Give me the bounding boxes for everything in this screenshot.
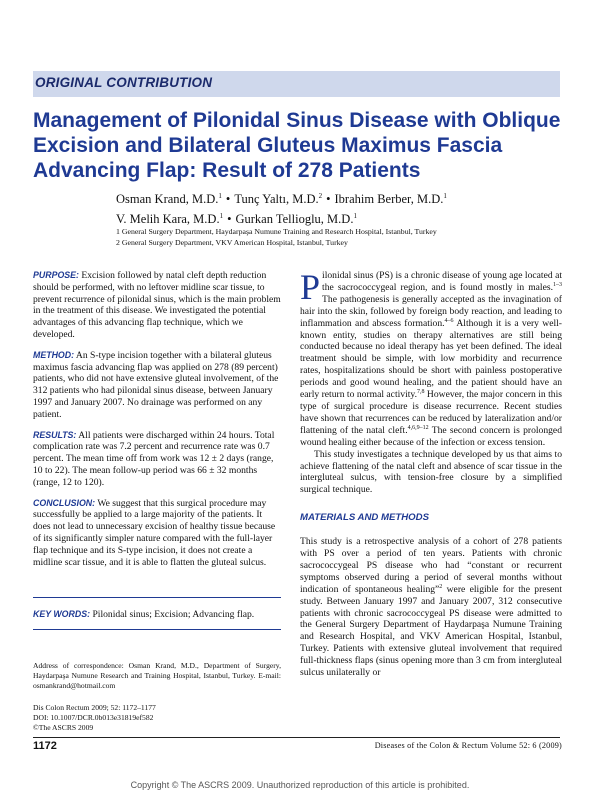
citation-line: Dis Colon Rectum 2009; 52: 1172–1177	[33, 703, 156, 712]
author-affiliation-mark: 2	[318, 192, 323, 200]
copyright-line: ©The ASCRS 2009	[33, 723, 94, 732]
abstract-purpose-text: Excision followed by natal cleft depth reduction should be performed, with no leftover midline scar tissue, to prevent recurrence of pilonidal sinus, which is the main problem in the treatment of this disease. We investigated the potential advantages of this advancing flap technique, which we developed.	[33, 270, 281, 340]
keywords-label: KEY WORDS:	[33, 609, 91, 619]
abstract-method	[33, 350, 281, 421]
author-name: Tunç Yaltı, M.D.	[234, 192, 319, 207]
keywords-bottom-divider	[33, 629, 281, 630]
author-name: Ibrahim Berber, M.D.	[334, 192, 444, 207]
affiliation-line: 2 General Surgery Department, VKV American Hospital, Istanbul, Turkey	[116, 238, 348, 247]
page-number: 1172	[33, 740, 57, 752]
reference-mark: 7,8	[416, 388, 425, 395]
article-title: Management of Pilonidal Sinus Disease with Oblique Excision and Bilateral Gluteus Maximus Fascia Advancing Flap: Result of 278 Patients	[33, 109, 561, 182]
copyright-notice: Copyright © The ASCRS 2009. Unauthorized reproduction of this article is prohibited.	[130, 780, 470, 790]
section-label: ORIGINAL CONTRIBUTION	[35, 75, 213, 90]
author-separator: •	[326, 192, 331, 207]
author-list	[116, 188, 566, 228]
intro-paragraph	[300, 267, 563, 449]
author-separator: •	[227, 212, 232, 227]
author-name: Osman Krand, M.D.	[116, 192, 219, 207]
abstract-conclusion	[33, 498, 281, 569]
drop-cap: P	[300, 267, 321, 307]
abstract-results-text: All patients were discharged within 24 hours. Total complication rate was 7.2 percent and recurrence rate was 0.7 percent. The mean time off from work was 12 ± 2 days (range, 10 to 22). The mean follow-up period was 66 ± 32 months (range, 12 to 120).	[33, 429, 275, 488]
author-name: Gurkan Tellioglu, M.D.	[235, 212, 354, 227]
affiliation-line: 1 General Surgery Department, Haydarpaşa Numune Training and Research Hospital, Istanbul, Turkey	[116, 227, 437, 236]
abstract-conclusion-label: CONCLUSION:	[33, 497, 96, 508]
reference-mark: 2	[439, 583, 443, 590]
body-text-run: The second concern is prolonged wound healing either because of the infection or excess tension.	[300, 424, 562, 448]
reference-mark: 1–3	[553, 281, 562, 288]
author-affiliation-mark: 1	[443, 192, 447, 200]
body-text-run: were eligible for the present study. Between January 1997 and January 2007, 312 consecutive patients with chronic sacrococcygeal PS disease were admitted to the General Surgery Department of Haydarpaşa Numune Training and Research Hospital, and VKV American Hospital, Istanbul, Turkey. Patients with extensive gluteal involvement that required full-thickness flaps (sinus opening more than 3 cm from intergluteal sulcus unilaterally or	[300, 583, 562, 679]
citation-block	[33, 703, 281, 733]
author-affiliation-mark: 1	[218, 192, 222, 200]
body-text-run: However, the major concern in this type of surgical procedure is disease recurrence. Recent studies have shown that recurrences can be reduced by lateralization and/or flattening of the natal cleft.	[300, 389, 563, 436]
author-separator: •	[225, 192, 231, 207]
affiliations	[116, 226, 566, 248]
journal-footer: Diseases of the Colon & Rectum Volume 52: 6 (2009)	[374, 741, 562, 750]
footer-rule	[33, 737, 560, 738]
keywords	[33, 608, 281, 621]
section-banner	[33, 71, 560, 97]
keywords-text: Pilonidal sinus; Excision; Advancing flap.	[92, 609, 255, 620]
author-affiliation-mark: 1	[353, 212, 357, 221]
abstract-results-label: RESULTS:	[33, 429, 77, 440]
methods-paragraph	[300, 536, 562, 679]
author-affiliation-mark: 1	[219, 212, 224, 221]
abstract-method-text: An S-type incision together with a bilateral gluteus maximus fascia advancing flap was applied on 278 (89 percent) patients, who did not have extensive gluteal involvement, of the 312 patients who had pilonidal sinus disease, between January 1997 and January 2007. No drainage was performed on any patient.	[33, 349, 279, 420]
abstract-method-label: METHOD:	[33, 349, 75, 360]
section-heading: MATERIALS AND METHODS	[300, 512, 429, 524]
author-name: V. Melih Kara, M.D.	[116, 212, 220, 227]
abstract-conclusion-text: We suggest that this surgical procedure may successfully be applied to a large majority of the patients. It does not lead to unnecessary excision of healthy tissue because of its significantly simpler nature compared with the full-layer flap technique and its S-type incision, it does not create a midline scar tissue, and it is able to flatten the gluteal sulcus.	[33, 497, 276, 568]
abstract-purpose-label: PURPOSE:	[33, 270, 79, 280]
reference-mark: 4–6	[444, 317, 454, 324]
reference-mark: 4,6,9–12	[407, 424, 429, 431]
correspondence-note: Address of correspondence: Osman Krand, M.D., Department of Surgery, Haydarpaşa Numune Research and Training Hospital, Istanbul, Turkey. E-mail: osmankrand@hotmail.com	[33, 661, 281, 690]
abstract	[33, 270, 281, 577]
body-text-run: ilonidal sinus (PS) is a chronic disease of young age located at the sacrococcygeal region, and is found mostly in males.	[322, 270, 562, 293]
abstract-purpose	[33, 270, 281, 341]
body-text-run: This study is a retrospective analysis of a cohort of 278 patients with PS over a period of ten years. Patients with chronic sacrococcygeal PS disease who had “constant or recurrent symptoms observed during a period of several months without indication of spontaneous healing”	[300, 536, 562, 595]
body-text-run: Although it is a very well-known entity, studies on therapy alternatives are still being conducted because no ideal therapy has yet been defined. The ideal treatment should be simple, with low morbidity and recurrence rates, hospitalizations should be short with painless postoperative periods and good wound healing, and the patient should have an early return to normal activity.	[300, 317, 562, 401]
abstract-results	[33, 430, 281, 489]
keywords-top-divider	[33, 597, 281, 598]
study-aim-paragraph: This study investigates a technique developed by us that aims to achieve flattening of the natal cleft and absence of scar tissue in the intergluteal sulcus, with tension-free closure by a simplified surgical technique.	[300, 448, 562, 496]
body-text	[300, 267, 563, 679]
body-text-run: The pathogenesis is generally accepted as the invagination of hair into the skin, followed by foreign body reaction, and leading to inflammation and abscess formation.	[300, 293, 562, 329]
doi-line: DOI: 10.1007/DCR.0b013e31819ef582	[33, 713, 154, 722]
